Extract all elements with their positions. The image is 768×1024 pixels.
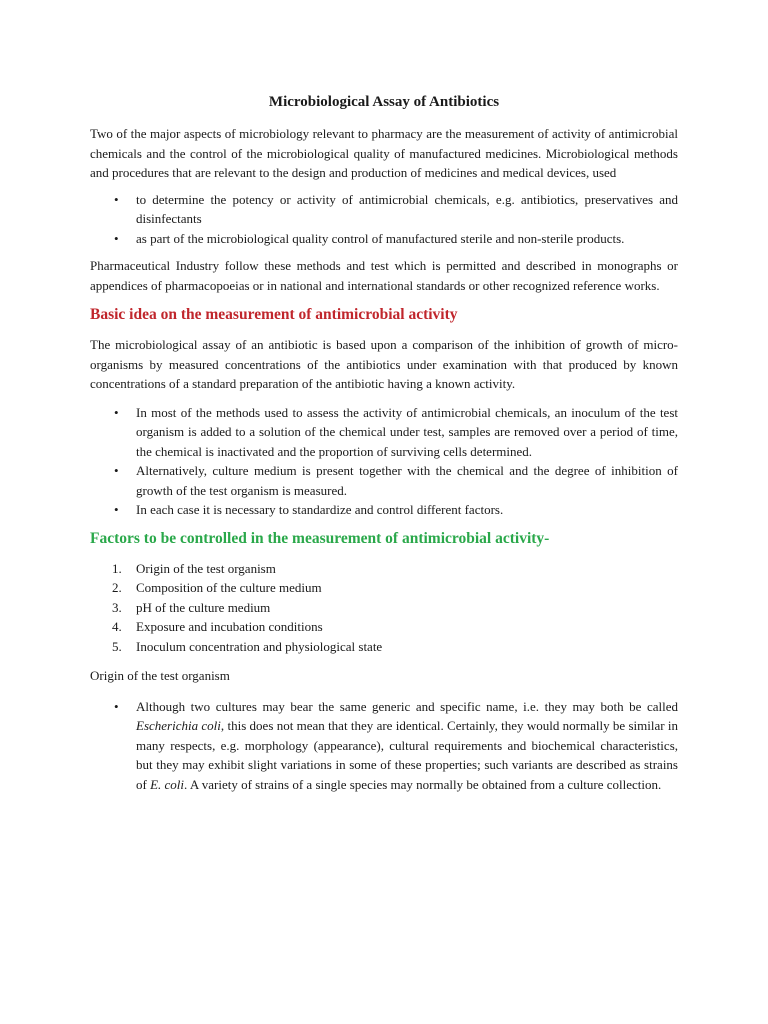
bullet-icon: •	[114, 404, 119, 420]
list-item: 5. Inoculum concentration and physiological state	[112, 638, 383, 654]
intro-paragraph: Two of the major aspects of microbiology relevant to pharmacy are the measurement of activity of antimicrobial chemicals and the control of the microbiological quality of manufactured medicines. Microbiological methods and procedures that are relevant to the design and production of medicines and medical devices, used	[90, 126, 678, 180]
list-item: • Although two cultures may bear the same generic and specific name, i.e. they may both be called Escherichia coli, this does not mean that they are identical. Certainly, they would normally be similar in many respects, e.g. morphology (appearance), cultural requirements and biochemical characteristics, but they may exhibit slight variations in some of these properties; such variants are described as strains of E. coli. A variety of strains of a single species may normally be obtained from a culture collection.	[114, 698, 678, 792]
intro-bullet-list	[90, 190, 678, 249]
bullet-icon: •	[114, 463, 119, 478]
list-item: • In most of the methods used to assess the activity of antimicrobial chemicals, an inoculum of the test organism is added to a solution of the chemical under test, samples are removed over a period of time, the chemical is inactivated and the proportion of surviving cells determined.	[114, 404, 678, 459]
section-heading-basic-idea: Basic idea on the measurement of antimicrobial activity	[90, 306, 458, 323]
species-name: Escherichia coli	[136, 718, 221, 733]
origin-subheading: Origin of the test organism	[90, 668, 230, 683]
industry-paragraph: Pharmaceutical Industry follow these methods and test which is permitted and described in monographs or appendices of pharmacopoeias or in national and international standards or other recognized reference works.	[90, 258, 678, 293]
list-item: • In each case it is necessary to standardize and control different factors.	[90, 500, 678, 520]
bullet-icon: •	[114, 191, 119, 207]
list-item: • Alternatively, culture medium is present together with the chemical and the degree of inhibition of growth of the test organism is measured.	[114, 463, 678, 498]
basic-idea-bullet-list	[90, 403, 678, 520]
list-item: 1. Origin of the test organism	[112, 560, 276, 576]
basic-idea-paragraph: The microbiological assay of an antibiotic is based upon a comparison of the inhibition of growth of micro-organisms by measured concentrations of the antibiotics under examination with that produced by known concentrations of a standard preparation of the antibiotic having a known activity.	[90, 337, 678, 391]
section-heading-factors: Factors to be controlled in the measurement of antimicrobial activity-	[90, 529, 550, 547]
list-item: • as part of the microbiological quality control of manufactured sterile and non-sterile products.	[90, 229, 678, 249]
list-item: 4. Exposure and incubation conditions	[112, 619, 323, 634]
list-item: 3. pH of the culture medium	[112, 599, 271, 615]
origin-bullet-list	[90, 697, 678, 795]
bullet-icon: •	[114, 698, 119, 714]
factors-numbered-list	[90, 559, 678, 657]
bullet-icon: •	[114, 230, 119, 246]
list-item: • to determine the potency or activity of antimicrobial chemicals, e.g. antibiotics, preservatives and disinfectants	[114, 191, 678, 226]
bullet-icon: •	[114, 502, 119, 517]
document-title: Microbiological Assay of Antibiotics	[268, 94, 500, 110]
list-item: 2. Composition of the culture medium	[112, 580, 322, 595]
document-page	[90, 92, 678, 802]
species-name-short: E. coli	[150, 776, 185, 792]
